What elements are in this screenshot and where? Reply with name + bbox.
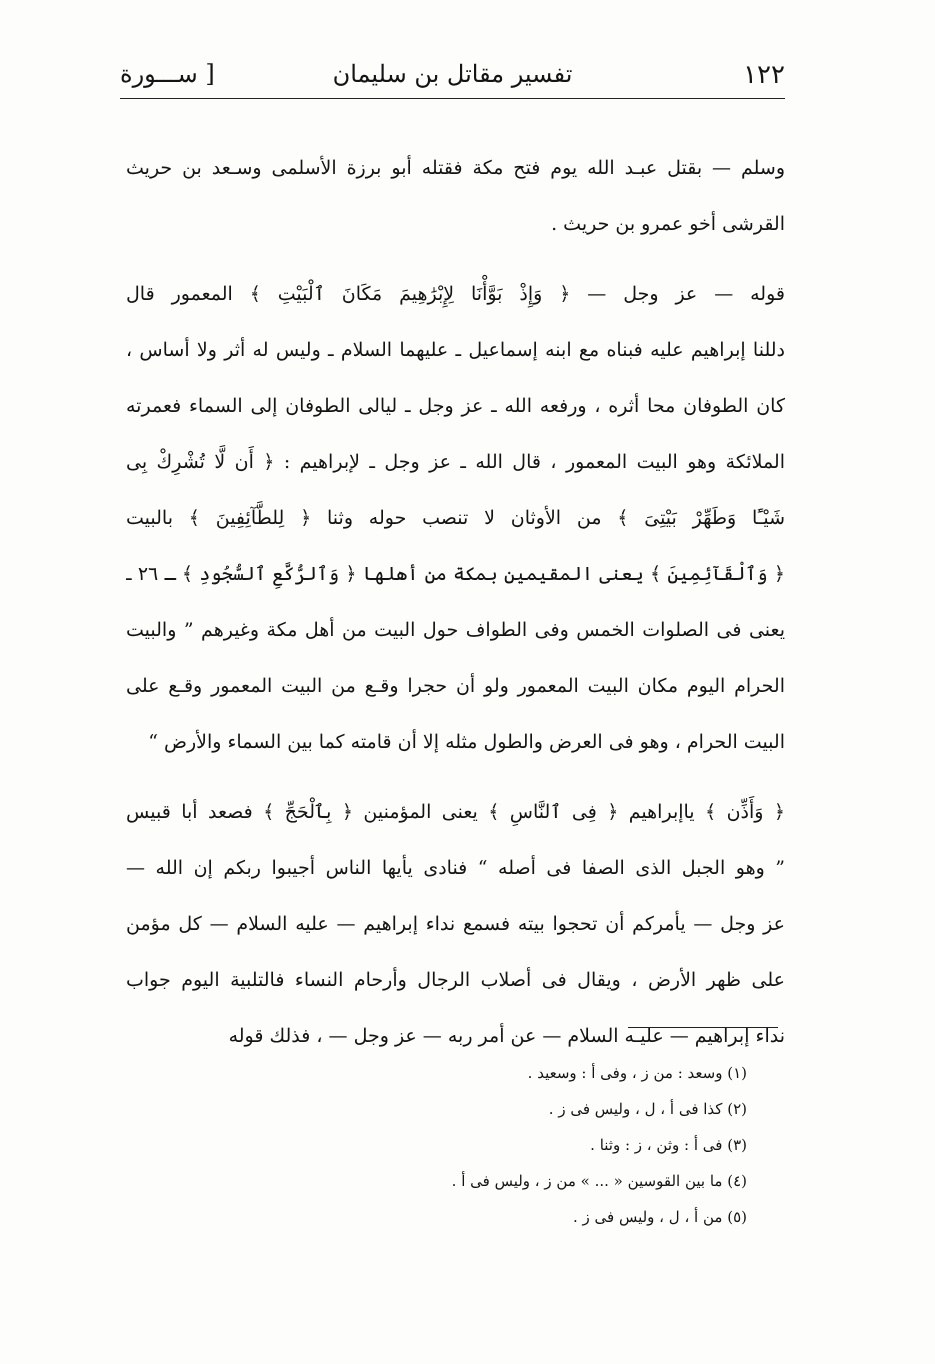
text-line: نداء إبراهيم — عليـه السلام — عن أمر ربه — عز وجل — ، فذلك قوله [228,1025,785,1047]
page-header [120,58,785,99]
text-line: ” وهو الجبل الذى الصفا فى أصله “ فنادى يأيها الناس أجيبوا ربكم إن الله — [126,857,785,879]
text-line: ﴿ وَٱلْقَآئِمِينَ ﴾ يعنى المقيمين بمكة من أهلها ﴿ وَٱلرُّكَّعِ ٱلسُّجُودِ ﴾ ـ ٢٦ ـ [126,563,785,585]
text-line: البيت الحرام ، وهو فى العرض والطول مثله إلا أن قامته كما بين السماء والأرض “ [148,731,785,753]
main-text [126,140,785,1064]
text-line: القرشى أخو عمرو بن حريث . [551,213,785,235]
paragraph-2 [126,266,785,770]
text-line: على ظهر الأرض ، ويقال فى أصلاب الرجال وأرحام النساء فالتلبية اليوم جواب [126,969,785,991]
footnote-4: (٤) ما بين القوسين « ... » من ز ، وليس فى أ . [451,1172,747,1190]
text-line: كان الطوفان محا أثره ، ورفعه الله ـ عز وجل ـ ليالى الطوفان إلى السماء فعمرته [126,395,785,417]
text-line: الملائكة وهو البيت المعمور ، قال الله ـ عز وجل ـ لإبراهيم : ﴿ أَن لَّا تُشْرِكْ بِى [126,451,785,473]
sura-label: [ ســـورة [120,60,215,88]
text-line: عز وجل — يأمركم أن تحجوا بيته فسمع نداء إبراهيم — عليه السلام — كل مؤمن [126,913,785,935]
text-line: قوله — عز وجل — ﴿ وَإِذْ بَوَّأْنَا لِإِبْرَٰهِيمَ مَكَانَ ٱلْبَيْتِ ﴾ المعمور قال [126,283,785,305]
paragraph-3 [126,784,785,1064]
running-title: تفسير مقاتل بن سليمان [332,60,573,88]
footnote-3: (٣) فى أ : وثن ، ز : وثنا . [590,1136,747,1154]
text-line: الحرام اليوم مكان البيت المعمور ولو أن حجرا وقـع من البيت المعمور وقـع على [126,675,785,697]
text-line: ﴿ وَأَذِّن ﴾ ياإبراهيم ﴿ فِى ٱلنَّاسِ ﴾ يعنى المؤمنين ﴿ بِٱلْحَجِّ ﴾ فصعد أبا قبيس [126,801,785,823]
text-line: وسلم — بقتل عبـد الله يوم فتح مكة فقتله أبو برزة الأسلمى وسـعد بن حريث [126,157,785,179]
footnote-1: (١) وسعد : من ز ، وفى أ : وسعيد . [527,1064,747,1082]
text-line: يعنى فى الصلوات الخمس وفى الطواف حول البيت من أهل مكة وغيرهم ” والبيت [126,619,785,641]
footnote-5: (٥) من أ ، ل ، وليس فى ز . [572,1208,747,1226]
footnote-separator [628,1027,778,1028]
paragraph-1 [126,140,785,252]
footnote-2: (٢) كذا فى أ ، ل ، وليس فى ز . [548,1100,747,1118]
text-line: دللنا إبراهيم عليه فبناه مع ابنه إسماعيل ـ عليهما السلام ـ وليس له أثر ولا أساس ، [126,339,785,361]
text-line: شَيْـًٔا وَطَهِّرْ بَيْتِىَ ﴾ من الأوثان لا تنصب حوله وثنا ﴿ لِلطَّآئِفِينَ ﴾ بالبيت [126,507,785,529]
page-number: ١٢٢ [743,60,785,90]
footnotes [267,1055,747,1235]
